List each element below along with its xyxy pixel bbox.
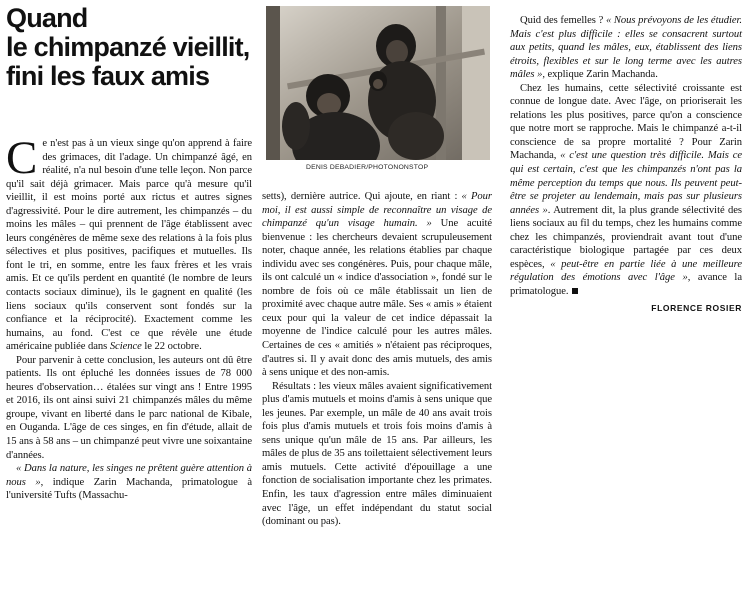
paragraph: Quid des femelles ? « Nous prévoyons de les étudier. Mais c'est plus difficile : elles se consacrent surtout aux petits, quand les mâles, eux, établissent des liens étroits, flexibles et sur le long terme avec les autres mâles », explique Zarin Machanda. — [510, 15, 742, 81]
chimpanzee-photo — [266, 6, 490, 160]
paragraph: Pour parvenir à cette conclusion, les auteurs ont dû être patients. Ils ont épluché les données issues de 78 000 heures d'observation… étalées sur vingt ans ! Entre 1995 et 2016, ils ont ainsi suivi 21 chimpanzés mâles du même groupe, vivant en liberté dans le parc national de Kibale, en Ouganda. L'âge de ces singes, en fin d'étude, allait de 15 ans à 58 ans – un chimpanzé peut vivre une soixantaine d'années. — [6, 354, 252, 461]
paragraph: « Dans la nature, les singes ne prêtent guère attention à nous », indique Zarin Machanda, primatologue à l'université Tufts (Massachu- — [6, 463, 252, 502]
paragraph: Résultats : les vieux mâles avaient significativement plus d'amis mutuels et moins d'amis à sens unique que les jeunes. Par exemple, un mâle de 40 ans avait trois fois plus d'amis mutuels et trois fois moins d'amis à sens unique qu'un mâle de 15 ans. Par ailleurs, les mâles de plus de 35 ans toilettaient sélectivement leurs amis mutuels. Cette activité d'épouillage a une fonction de socialisation importante chez les primates. Enfin, les taux d'agression entre mâles diminuaient avec l'âge, un effet indépendant du statut social (dominant ou pas). — [262, 380, 492, 528]
paragraph: Chez les humains, cette sélectivité croissante est connue de longue date. Avec l'âge, on prioriserait les relations les plus positives, parce qu'on a conscience que notre mort se rapproche. Mais le chimpanzé a-t-il conscience de sa propre mortalité ? Pour Zarin Machanda, « c'est une question très difficile. Mais ce qui est certain, c'est que les chimpanzés n'ont pas la même perception du temps que nous. Ils peuvent peut-être se projeter au lendemain, mais pas sur plusieurs années ». Autrement dit, la plus grande sélectivité des liens sociaux au fil du temps, chez les humains comme chez les chimpanzés, proviendrait avant tout d'une caractéristique biologique partagée par ces deux espèces, « peut-être en partie liée à une meilleure régulation des émotions avec l'âge », avance la primatologue. — [510, 82, 742, 297]
end-mark-icon — [572, 288, 578, 294]
headline-line-2: le chimpanzé vieillit, — [6, 32, 250, 62]
article-column-1 — [6, 132, 252, 503]
author-signature: FLORENCE ROSIER — [651, 303, 742, 314]
paragraph: setts), dernière autrice. Qui ajoute, en riant : « Pour moi, il est aussi simple de reconnaître un visage de chimpanzé qu'un visage humain. » Une acuité bienvenue : les chercheurs devaient scrupuleusement noter, chaque année, les relations établies par chaque individu avec ses congénères. Puis, pour chaque mâle, ils ont calculé un « indice d'association », fondé sur le nombre de fois où ce mâle établissait un lien de proximité avec chaque autre mâle. Ses « amis » étaient ceux pour qui la valeur de cet indice dépassait la moyenne de l'indice calculé pour les autres mâles. Certaines de ces « amitiés » n'étaient pas réciproques, d'autres si. Il y avait donc des amis mutuels, des amis à sens unique et des non-amis. — [262, 191, 493, 379]
drop-cap: C — [6, 132, 38, 184]
headline-line-1: Quand — [6, 3, 88, 33]
headline-line-3: fini les faux amis — [6, 61, 210, 91]
photo-credit: DENIS DEBADIER/PHOTONONSTOP — [306, 164, 429, 171]
paragraph: Ce n'est pas à un vieux singe qu'on apprend à faire des grimaces, dit l'adage. Un chimpanzé âgé, en réalité, n'a nul besoin d'une telle leçon. Non parce qu'il sait déjà grimacer. Mais parce qu'à mesure qu'il vieillit, il est moins porté aux rictus et autres signes d'agressivité. Pour le dire autrement, les chimpanzés – du moins les mâles – qui prennent de l'âge établissent avec leurs congénères de même sexe des relations à la fois plus sélectives et plus positives, pacifiques et mutuelles. Ils font le tri, en somme, entre les faux frères et les vrais amis. Et ce qu'ils perdent en quantité (le nombre de leurs contacts sociaux diminue), ils le gagnent en qualité (les liens sociaux qu'ils conservent sont fondés sur la confiance et la réciprocité). Exactement comme les humains, au fond. C'est ce que révèle une étude américaine publiée dans Science le 22 octobre. — [6, 132, 252, 353]
article-headline — [6, 4, 256, 91]
article-column-2 — [262, 190, 492, 529]
article-column-3 — [510, 14, 742, 316]
